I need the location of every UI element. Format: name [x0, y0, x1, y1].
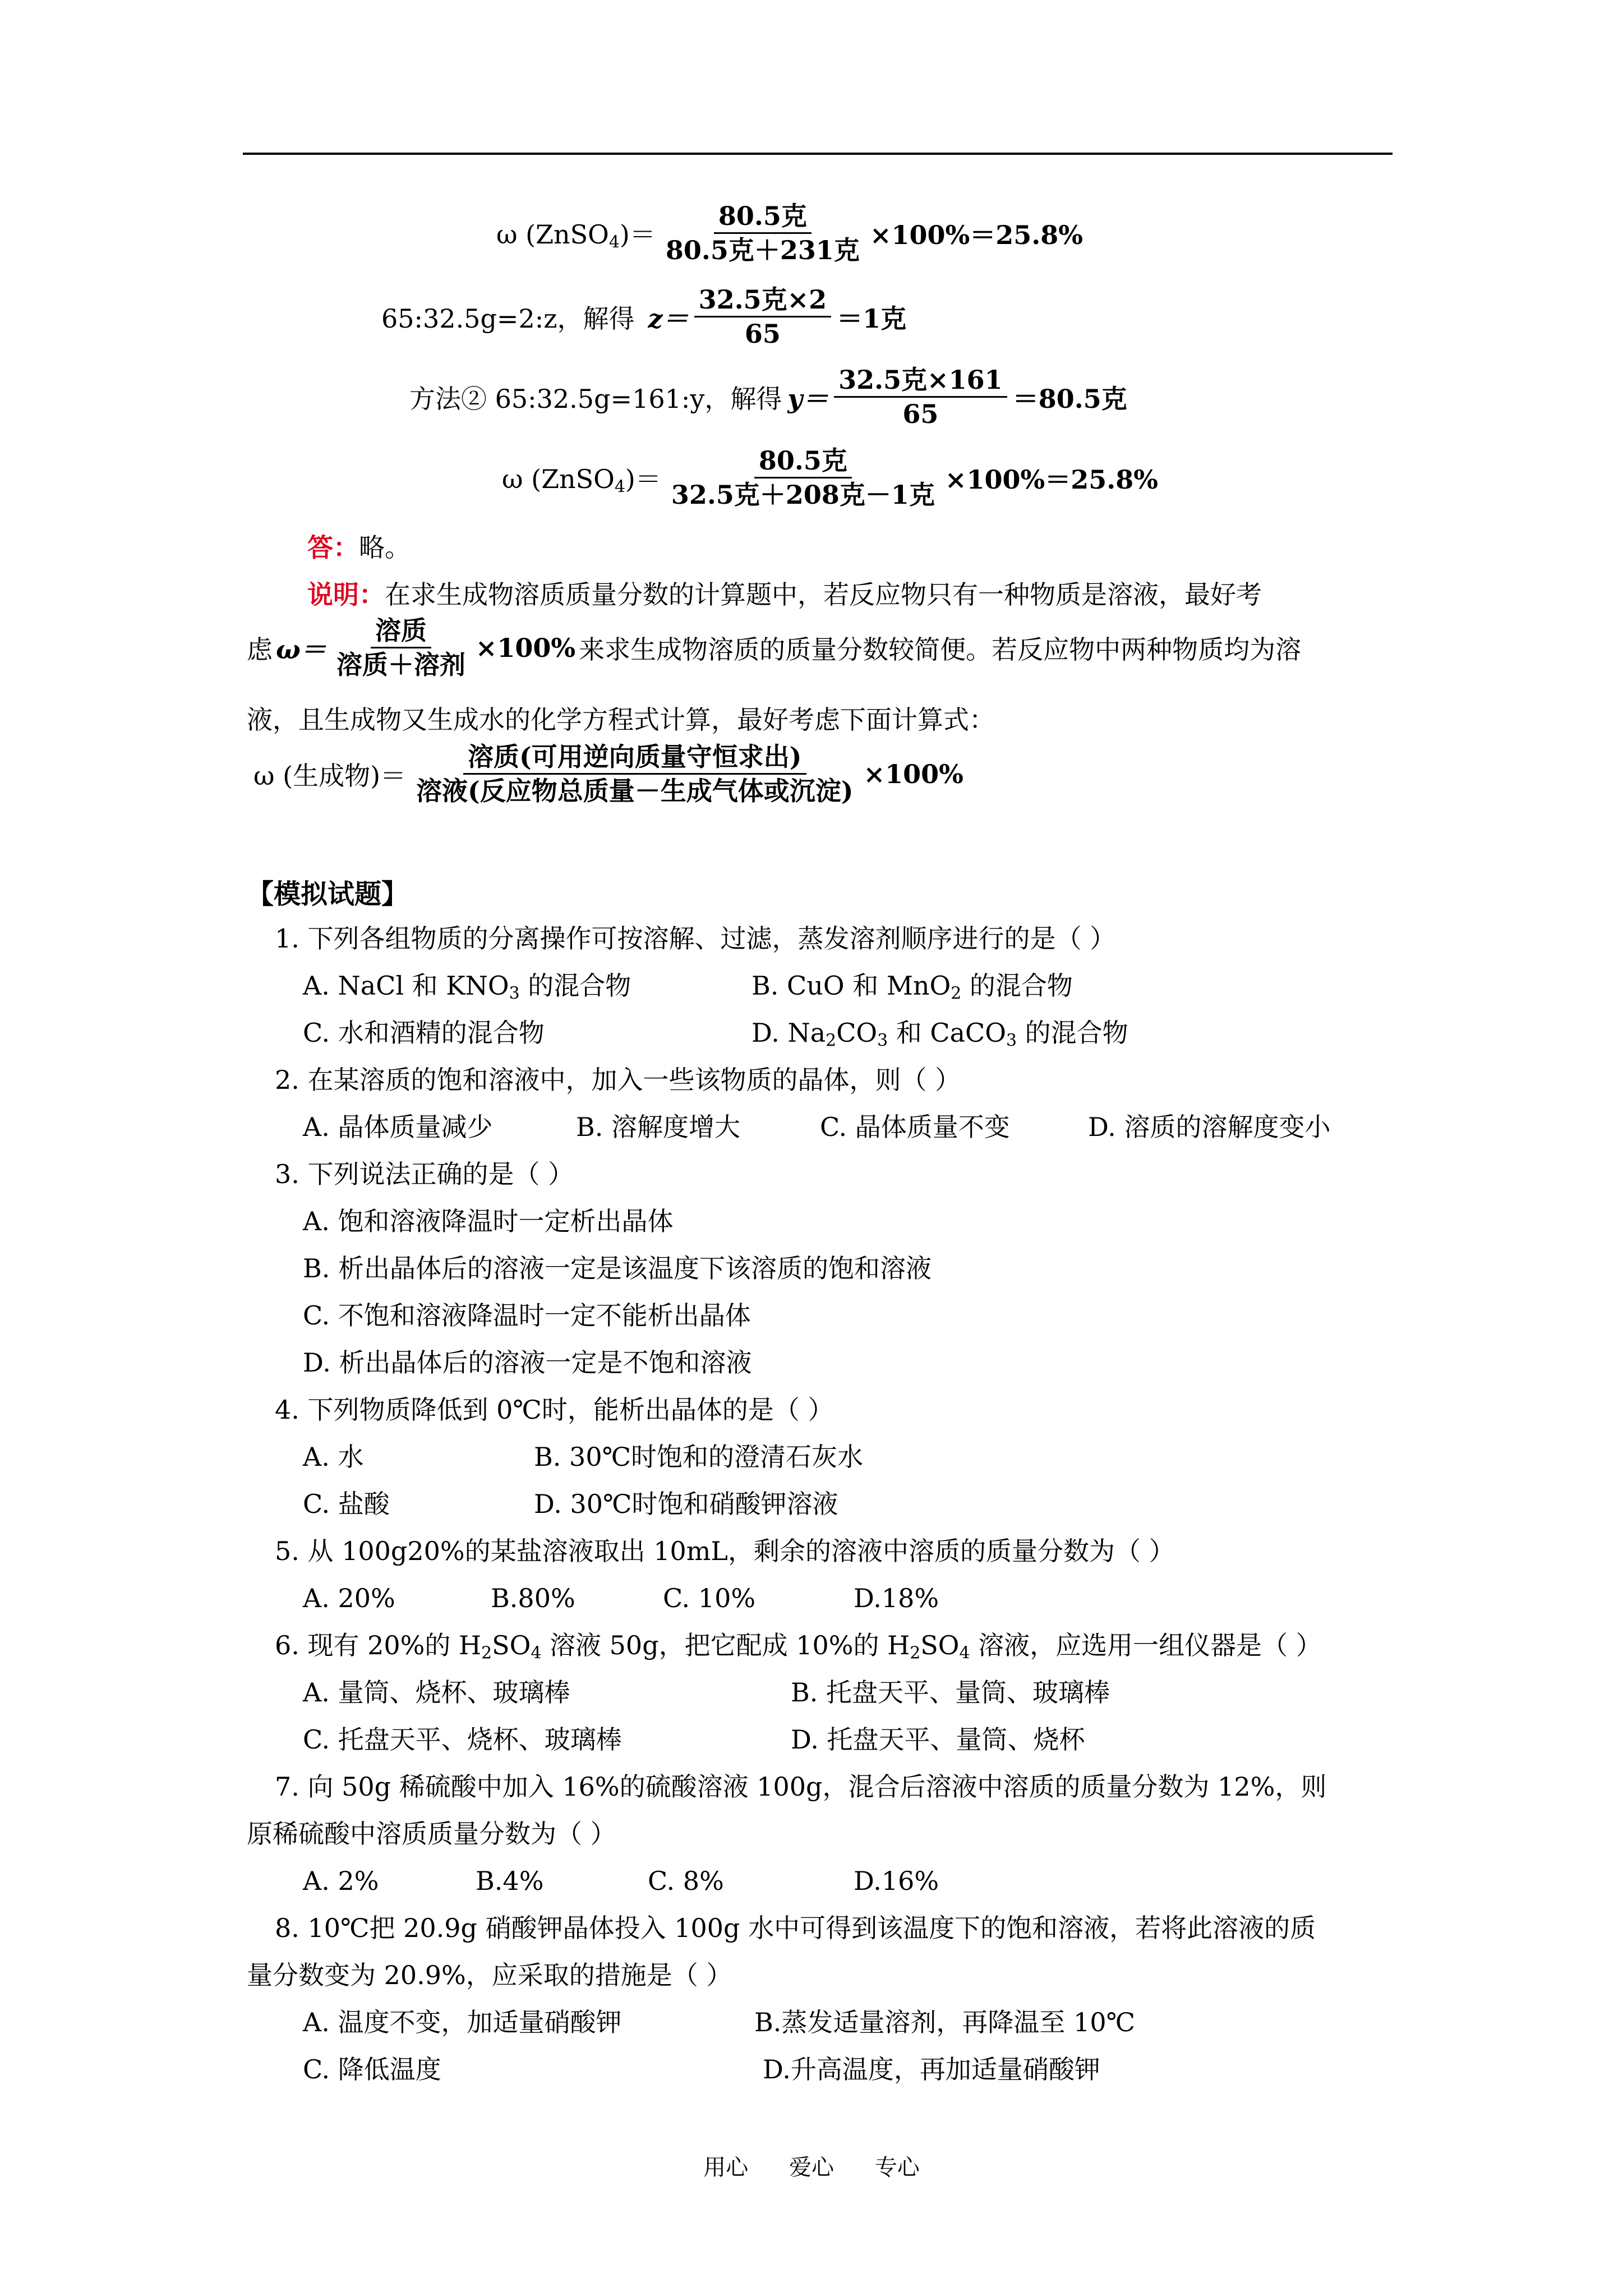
eq4-rhs: ×100%＝25.8%	[944, 464, 1158, 495]
question-3-option-a: A. 饱和溶液降温时一定析出晶体	[303, 1206, 674, 1236]
eq2-var: z＝	[648, 303, 689, 334]
footer-word-1: 用心	[703, 2155, 749, 2180]
eq4-numerator: 80.5克	[754, 444, 852, 478]
question-2-option-b: B. 溶解度增大	[576, 1112, 741, 1142]
question-8-stem-line-2: 量分数变为 20.9%，应采取的措施是（ ）	[247, 1960, 732, 1990]
question-7-stem-line-1: 7. 向 50g 稀硫酸中加入 16%的硫酸溶液 100g，混合后溶液中溶质的质量分数为 12%，则	[275, 1772, 1327, 1802]
question-7-option-b: B.4%	[476, 1866, 544, 1896]
formula-numerator: 溶质(可用逆向质量守恒求出)	[463, 740, 806, 775]
footer-word-3: 专心	[874, 2155, 920, 2180]
question-6-option-c: C. 托盘天平、烧杯、玻璃棒	[303, 1724, 622, 1755]
eq4-fraction	[667, 444, 939, 511]
omega-numerator: 溶质	[371, 614, 431, 648]
formula-fraction	[412, 740, 858, 807]
eq2-prefix: 65:32.5g=2:z，解得	[381, 303, 635, 334]
question-2-option-c: C. 晶体质量不变	[820, 1112, 1010, 1142]
question-1-option-d: D. $Na_2CO_3$ 和 CaCO$_3$ 的混合物	[751, 1018, 1128, 1051]
eq2-rhs: ＝1克	[837, 303, 907, 334]
eq2-fraction	[694, 283, 832, 350]
footer-word-2: 爱心	[789, 2155, 834, 2180]
note-label: 说明：	[307, 579, 385, 610]
question-8-stem-line-1: 8. 10℃把 20.9g 硝酸钾晶体投入 100g 水中可得到该温度下的饱和溶液，若将此溶液的质	[275, 1913, 1316, 1943]
question-4-option-b: B. 30℃时饱和的澄清石灰水	[534, 1442, 864, 1472]
question-5-option-a: A. 20%	[303, 1583, 395, 1613]
formula-denominator: 溶液(反应物总质量－生成气体或沉淀)	[416, 776, 854, 806]
question-4-stem: 4. 下列物质降低到 0℃时，能析出晶体的是（ ）	[275, 1395, 834, 1425]
equation-solve-z	[381, 283, 906, 350]
omega-var: ω＝	[276, 634, 326, 665]
question-5-stem: 5. 从 100g20%的某盐溶液取出 10mL，剩余的溶液中溶质的质量分数为（ ）	[275, 1536, 1175, 1566]
page-footer	[0, 2150, 1623, 2182]
question-4-option-a: A. 水	[303, 1442, 364, 1472]
omega-denominator: 溶质＋溶剂	[336, 650, 465, 680]
question-1-stem: 1. 下列各组物质的分离操作可按溶解、过滤，蒸发溶剂顺序进行的是（ ）	[275, 923, 1116, 954]
question-3-option-b: B. 析出晶体后的溶液一定是该温度下该溶质的饱和溶液	[303, 1253, 932, 1283]
eq1-denominator: 80.5克＋231克	[665, 235, 860, 265]
question-2-stem: 2. 在某溶质的饱和溶液中，加入一些该物质的晶体，则（ ）	[275, 1065, 961, 1095]
formula-rhs: ×100%	[863, 758, 963, 789]
question-2-option-a: A. 晶体质量减少	[303, 1112, 493, 1142]
question-1-option-c: C. 水和酒精的混合物	[303, 1018, 545, 1048]
general-formula	[253, 740, 963, 807]
eq3-denominator: 65	[902, 399, 939, 429]
question-4-option-d: D. 30℃时饱和硝酸钾溶液	[534, 1489, 838, 1519]
eq2-numerator: 32.5克×2	[694, 283, 832, 318]
answer-line	[307, 531, 411, 564]
header-rule	[243, 153, 1393, 155]
question-7-option-a: A. 2%	[303, 1866, 379, 1896]
note-text-2-pre: 虑	[247, 634, 273, 665]
question-8-option-c: C. 降低温度	[303, 2054, 441, 2085]
question-7-option-c: C. 8%	[648, 1866, 724, 1896]
note-line-1	[307, 578, 1262, 611]
question-3-option-c: C. 不饱和溶液降温时一定不能析出晶体	[303, 1300, 751, 1331]
eq1-numerator: 80.5克	[714, 200, 811, 234]
eq3-rhs: ＝80.5克	[1012, 383, 1127, 414]
question-6-option-d: D. 托盘天平、量筒、烧杯	[791, 1724, 1085, 1755]
note-text-1: 在求生成物溶质质量分数的计算题中，若反应物只有一种物质是溶液，最好考	[385, 579, 1262, 610]
eq1-rhs: ×100%＝25.8%	[869, 219, 1083, 250]
eq3-prefix: 方法② 65:32.5g=161:y，解得	[409, 383, 782, 414]
answer-text: 略。	[359, 532, 411, 563]
eq2-denominator: 65	[744, 319, 781, 349]
note-text-2-post: 来求生成物溶质的质量分数较简便。若反应物中两种物质均为溶	[579, 634, 1302, 665]
equation-mass-fraction-1	[496, 200, 1083, 266]
question-7-option-d: D.16%	[854, 1866, 939, 1896]
equation-mass-fraction-2	[502, 444, 1158, 511]
omega-rhs: ×100%	[475, 632, 576, 663]
question-4-option-c: C. 盐酸	[303, 1489, 390, 1519]
answer-label: 答：	[307, 532, 359, 563]
question-8-option-a: A. 温度不变，加适量硝酸钾	[303, 2007, 622, 2037]
question-5-option-d: D.18%	[854, 1583, 939, 1613]
formula-lhs: ω (生成物)＝	[253, 760, 407, 791]
question-7-stem-line-2: 原稀硫酸中溶质质量分数为（ ）	[247, 1819, 616, 1849]
omega-fraction	[332, 614, 470, 681]
section-title: 【模拟试题】	[247, 878, 409, 910]
eq3-numerator: 32.5克×161	[834, 364, 1007, 398]
eq1-fraction	[661, 200, 864, 266]
question-1-option-a: A. NaCl 和 $KNO_3$ 的混合物	[303, 970, 631, 1004]
eq1-lhs: ω (ZnSO$_4$)＝	[496, 219, 656, 252]
question-6-stem: 6. 现有 20%的 $H_2SO_4$ 溶液 50g，把它配成 10%的 $H_2SO_4$ 溶液，应选用一组仪器是（ ）	[275, 1630, 1322, 1663]
question-3-option-d: D. 析出晶体后的溶液一定是不饱和溶液	[303, 1347, 752, 1378]
eq3-fraction	[834, 364, 1007, 430]
note-line-3: 液，且生成物又生成水的化学方程式计算，最好考虑下面计算式：	[247, 705, 995, 735]
eq4-denominator: 32.5克＋208克－1克	[671, 480, 935, 510]
question-5-option-b: B.80%	[491, 1583, 575, 1613]
question-1-option-b: B. CuO 和 MnO$_2$ 的混合物	[751, 970, 1073, 1004]
question-5-option-c: C. 10%	[663, 1583, 756, 1613]
question-8-option-d: D.升高温度，再加适量硝酸钾	[763, 2054, 1100, 2085]
note-line-2	[247, 614, 1301, 681]
question-3-stem: 3. 下列说法正确的是（ ）	[275, 1159, 574, 1189]
question-8-option-b: B.蒸发适量溶剂，再降温至 10℃	[754, 2007, 1136, 2037]
equation-solve-y	[409, 364, 1127, 430]
question-6-option-a: A. 量筒、烧杯、玻璃棒	[303, 1677, 570, 1708]
question-6-option-b: B. 托盘天平、量筒、玻璃棒	[791, 1677, 1110, 1708]
eq3-var: y＝	[787, 383, 829, 414]
eq4-lhs: ω (ZnSO$_4$)＝	[502, 463, 661, 497]
question-2-option-d: D. 溶质的溶解度变小	[1088, 1112, 1331, 1142]
